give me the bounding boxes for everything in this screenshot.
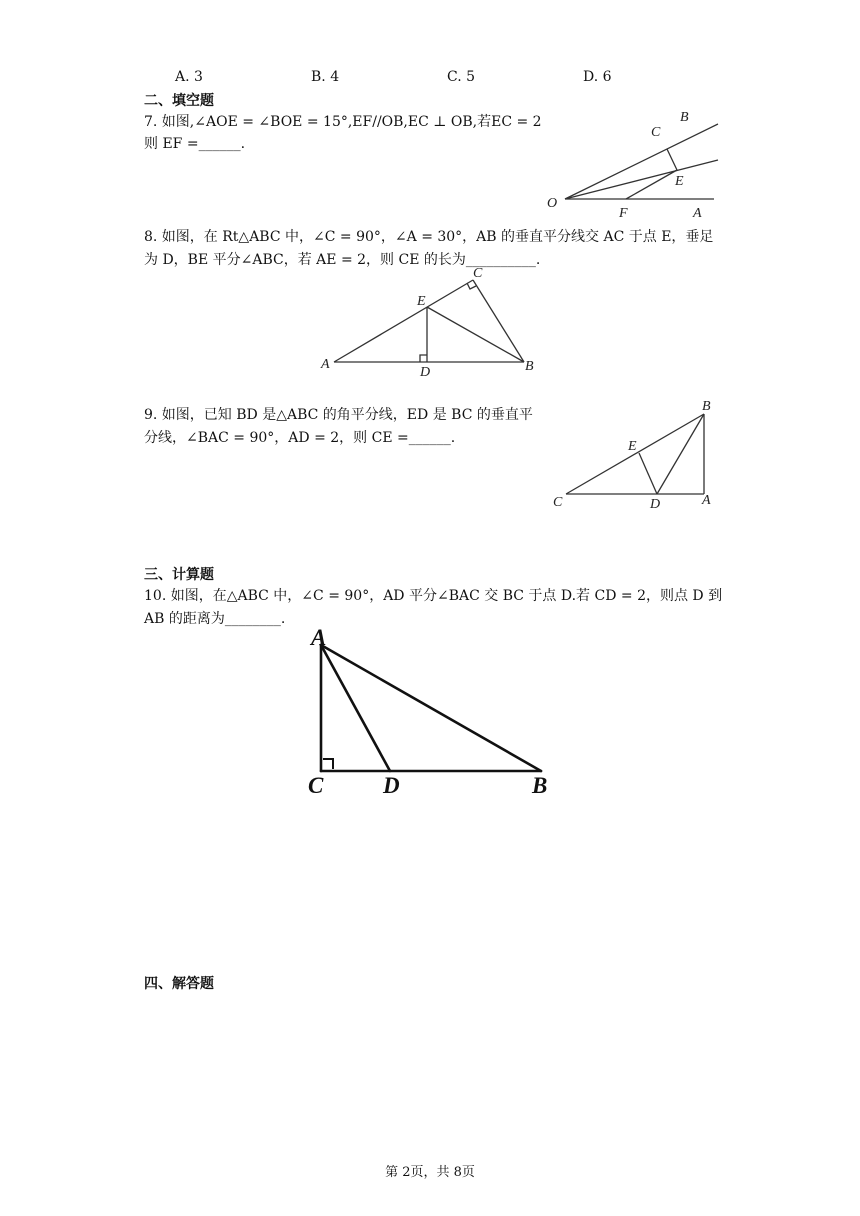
label-e: E <box>417 294 426 309</box>
right-angle-d <box>420 355 427 362</box>
section-heading-answers: 四、解答题 <box>144 976 214 992</box>
label-e: E <box>628 439 637 454</box>
question-9-line-2: 分线，∠BAC = 90°，AD = 2，则 CE =______. <box>144 430 456 446</box>
label-c: C <box>473 266 483 281</box>
choice-a: A. 3 <box>175 69 203 85</box>
question-9-line-1: 9. 如图，已知 BD 是△ABC 的角平分线，ED 是 BC 的垂直平 <box>144 407 533 423</box>
label-a: A <box>693 206 702 221</box>
question-7-line-2: 则 EF =______. <box>144 136 246 152</box>
right-angle-c <box>323 759 333 769</box>
ray-ob <box>565 124 718 199</box>
segment-eb <box>427 307 524 362</box>
side-cb <box>473 280 524 362</box>
right-angle-c <box>467 283 476 289</box>
label-d: D <box>383 773 400 798</box>
question-7-line-1: 7. 如图,∠AOE = ∠BOE = 15°,EF//OB,EC ⊥ OB,若EC = 2 <box>144 114 542 130</box>
label-d: D <box>420 365 431 380</box>
label-a: A <box>702 493 711 508</box>
ray-oe <box>565 160 718 199</box>
label-f: F <box>619 206 628 221</box>
page-number-footer: 第 2页，共 8页 <box>385 1165 475 1180</box>
label-c: C <box>651 125 661 140</box>
label-d: D <box>650 497 661 512</box>
label-b: B <box>680 110 689 125</box>
choice-b: B. 4 <box>311 69 340 85</box>
label-b: B <box>532 773 548 798</box>
segment-ec <box>667 149 677 170</box>
section-heading-fill-in: 二、填空题 <box>144 93 214 109</box>
side-cb <box>566 414 704 494</box>
side-ab <box>321 645 541 771</box>
label-b: B <box>525 359 534 374</box>
segment-ed <box>639 453 657 494</box>
choice-c: C. 5 <box>447 69 476 85</box>
label-e: E <box>675 174 684 189</box>
question-9-figure <box>548 396 728 516</box>
label-c: C <box>553 495 563 510</box>
choice-d: D. 6 <box>583 69 612 85</box>
label-b: B <box>702 399 711 414</box>
question-8-line-2: 为 D，BE 平分∠ABC，若 AE = 2，则 CE 的长为__________. <box>144 252 541 268</box>
label-o: O <box>547 196 558 211</box>
label-a: A <box>311 625 327 650</box>
question-8-line-1: 8. 如图，在 Rt△ABC 中，∠C = 90°，∠A = 30°，AB 的垂直平分线交 AC 于点 E，垂足 <box>144 229 714 245</box>
question-10-figure <box>305 625 565 800</box>
segment-bd <box>657 414 704 494</box>
question-7-figure <box>540 104 730 224</box>
segment-ef <box>626 170 677 199</box>
section-heading-calculation: 三、计算题 <box>144 567 214 583</box>
question-10-line-2: AB 的距离为________. <box>144 611 286 627</box>
question-8-figure <box>316 262 546 380</box>
label-c: C <box>308 773 324 798</box>
question-10-line-1: 10. 如图，在△ABC 中，∠C = 90°，AD 平分∠BAC 交 BC 于点 D.若 CD = 2，则点 D 到 <box>144 588 723 604</box>
label-a: A <box>321 357 330 372</box>
